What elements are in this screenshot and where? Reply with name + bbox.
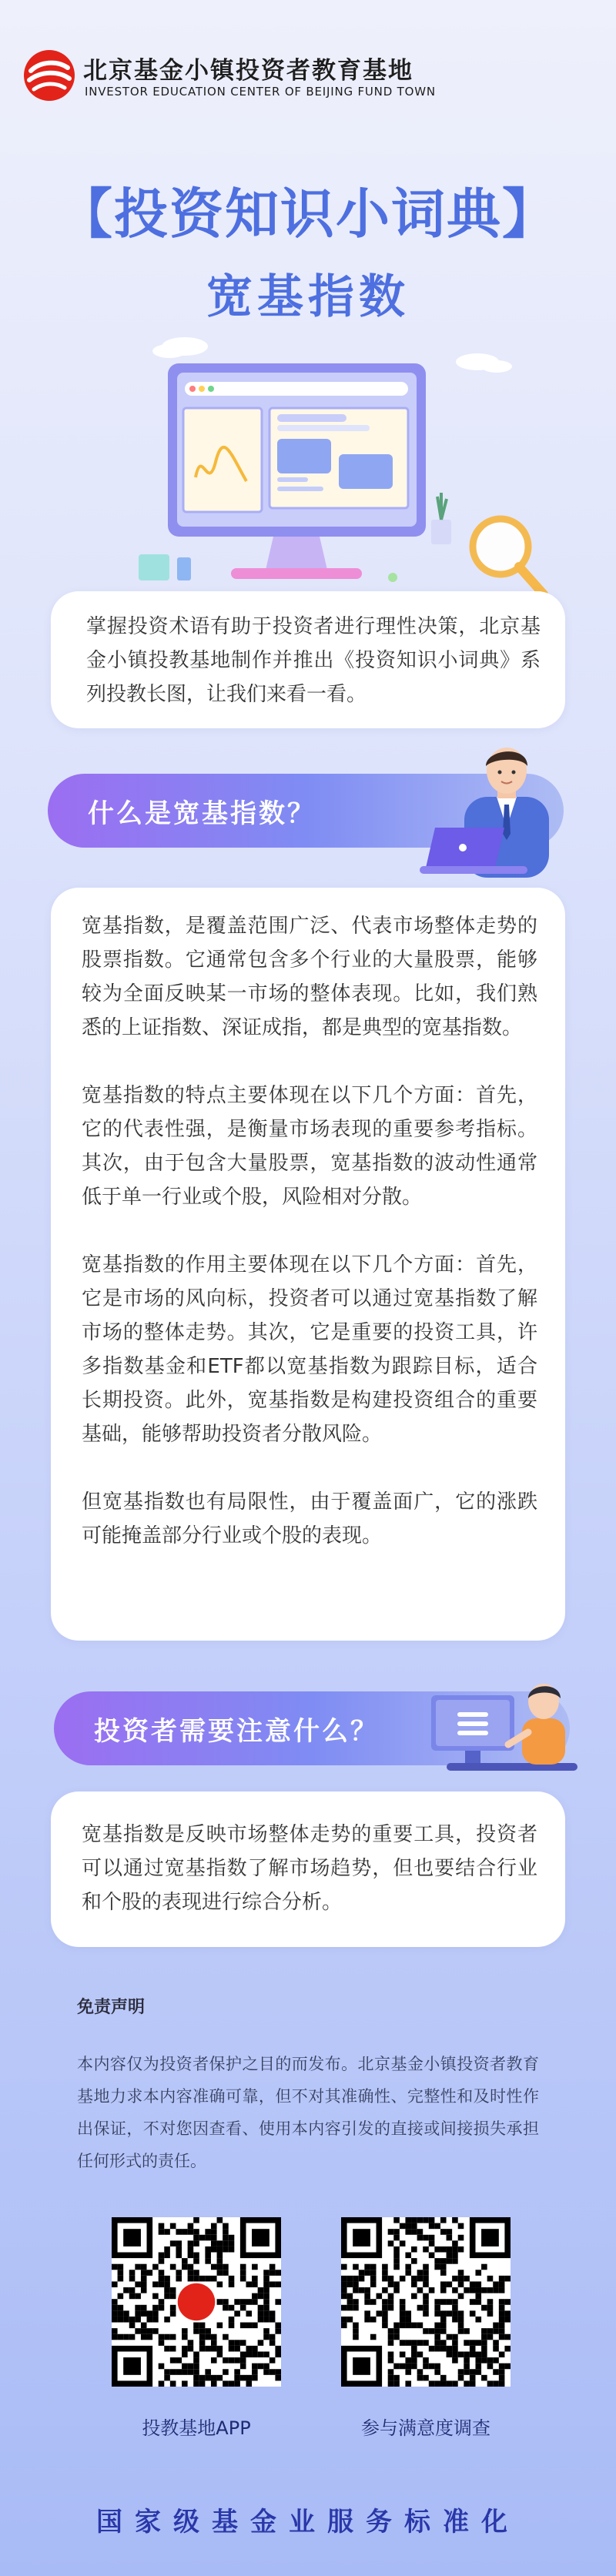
- qr-label-app: 投教基地APP: [142, 2417, 251, 2439]
- page-subtitle: 宽基指数: [206, 270, 410, 324]
- qr-label-survey: 参与满意度调查: [361, 2417, 490, 2439]
- limitations-paragraph: 但宽基指数也有局限性，由于覆盖面广，它的涨跌可能掩盖部分行业或个股的表现。: [82, 1490, 537, 1547]
- qr-code-icon[interactable]: [341, 2217, 511, 2387]
- person-at-desk-icon: [431, 1678, 578, 1778]
- intro-text: 掌握投资术语有助于投资者进行理性决策，北京基金小镇投教基地制作并推出《投资知识小词典》系列投教长图，让我们来看一看。: [86, 615, 541, 706]
- page-title: 【投资知识小词典】: [59, 182, 557, 246]
- computer-illustration-icon: [116, 323, 562, 608]
- qr-code-icon[interactable]: [112, 2217, 281, 2387]
- disclaimer-text: 本内容仅为投资者保护之目的而发布。北京基金小镇投资者教育基地力求本内容准确可靠，但不对其准确性、完整性和及时性作出保证，不对您因查看、使用本内容引发的直接或间接损失承担任何形式的责任。: [77, 2055, 539, 2170]
- features-paragraph: 宽基指数的特点主要体现在以下几个方面：首先，它的代表性强，是衡量市场表现的重要参考指标。其次，由于包含大量股票，宽基指数的波动性通常低于单一行业或个股，风险相对分散。: [82, 1084, 537, 1209]
- definition-paragraph: 宽基指数，是覆盖范围广泛、代表市场整体走势的股票指数。它通常包含多个行业的大量股票，能够较为全面反映某一市场的整体表现。比如，我们熟悉的上证指数、深证成指，都是典型的宽基指数。: [82, 915, 537, 1039]
- footer-slogan: 国家级基金业服务标准化: [96, 2507, 520, 2538]
- org-name-cn: 北京基金小镇投资者教育基地: [83, 57, 413, 85]
- section-heading: 投资者需要注意什么？: [94, 1716, 379, 1747]
- org-name-en: INVESTOR EDUCATION CENTER OF BEIJING FUND TOWN: [85, 85, 436, 99]
- definition-card: [51, 888, 565, 1641]
- fund-town-logo-icon: [22, 48, 77, 103]
- intro-card: [51, 591, 565, 728]
- functions-paragraph: 宽基指数的作用主要体现在以下几个方面：首先，它是市场的风向标，投资者可以通过宽基指数了解市场的整体走势。其次，它是重要的投资工具，许多指数基金和ETF都以宽基指数为跟踪目标，适合长期投资。此外，宽基指数是构建投资组合的重要基础，能够帮助投资者分散风险。: [82, 1253, 537, 1446]
- disclaimer-title: 免责声明: [77, 1997, 146, 2017]
- section-heading: 什么是宽基指数？: [88, 798, 316, 829]
- note-text: 宽基指数是反映市场整体走势的重要工具，投资者可以通过宽基指数了解市场趋势，但也要结合行业和个股的表现进行综合分析。: [82, 1823, 537, 1914]
- note-card: [51, 1791, 565, 1947]
- businessman-laptop-icon: [420, 743, 585, 878]
